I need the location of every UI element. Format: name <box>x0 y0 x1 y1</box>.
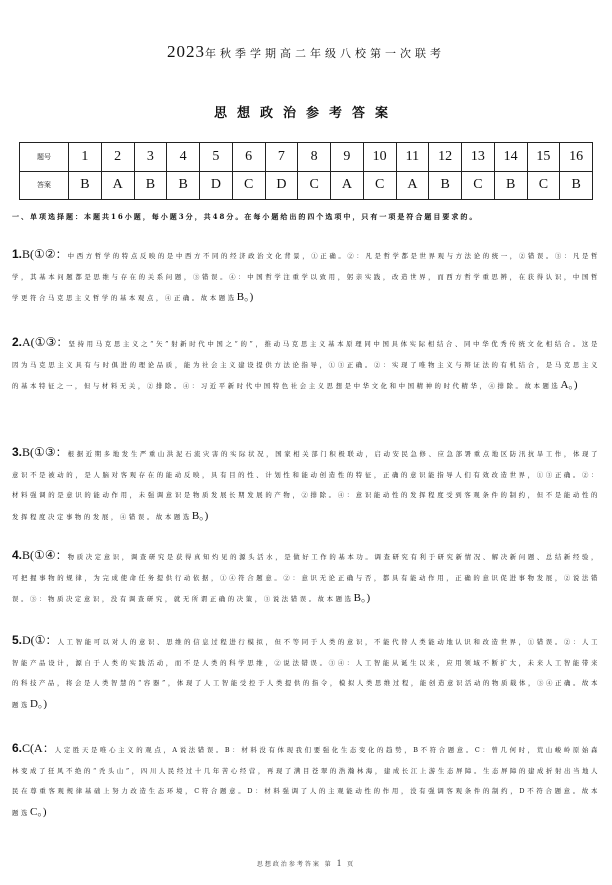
conclusion: A。) <box>560 379 578 391</box>
footer-label: 思想政治参考答案 第 <box>256 861 333 868</box>
question-number: 1 <box>69 143 102 172</box>
question-number: 15 <box>527 143 560 172</box>
question-number: 3 <box>134 143 167 172</box>
question-explanation <box>12 630 600 715</box>
answer-cell: A <box>331 171 364 200</box>
question-number: 12 <box>429 143 462 172</box>
question-number: 4 <box>167 143 200 172</box>
answer-key: B(①③： <box>22 445 68 459</box>
section-instructions: 一、单项选择题：本题共16小题，每小题3分，共48分。在每小题给出的四个选项中，只有一项是符合题目要求的。 <box>12 212 479 221</box>
row-label-number: 题号 <box>20 143 69 172</box>
answer-cell: B <box>167 171 200 200</box>
answer-key: B(①④： <box>22 548 68 562</box>
conclusion: B。) <box>236 291 254 303</box>
answer-cell: C <box>363 171 396 200</box>
answer-cell: C <box>462 171 495 200</box>
answer-key: A(①③： <box>22 335 69 349</box>
answer-key: D(①： <box>22 633 58 647</box>
footer-suffix: 页 <box>347 861 356 868</box>
explanation-text: 人工智能可以对人的意识、思维的信息过程进行模拟，但不等同于人类的意识，不能代替人类能动地认识和改造世界，①错误。②：人工智能产品设计，源自于人类的实践活动，而不是人类的科学思维，②说法错误。③④：人工智能从诞生以来，应用领域不断扩大，未来人工智能带来的科技产品，将会是人类智慧的“容器”，体现了人工智能受控于人类提供的指令，模拟人类思维过程，能创造意识活动的物质载体，③④正确。故本题选 <box>12 638 601 709</box>
answer-cell: D <box>265 171 298 200</box>
question-number-label: 6. <box>12 741 23 755</box>
question-explanation <box>12 442 600 527</box>
answer-key: C(A： <box>22 741 55 755</box>
answer-cell: B <box>69 171 102 200</box>
conclusion: D。) <box>29 697 48 710</box>
conclusion: B。) <box>191 509 209 522</box>
answer-cell: B <box>560 171 593 200</box>
answer-cell: D <box>200 171 233 200</box>
explanation-text: 物质决定意识，调查研究是获得真知灼见的源头活水，是做好工作的基本功。调查研究有利于研究新情况、解决新问题、总结新经验，可把握事物的规律，为完成使命任务提供行动依据，①④符合题意。②：意识无论正确与否，都具有能动作用，正确的意识促进事物发展，②说法错误。③：物质决定意识，没有调查研究，就无所谓正确的决策，③说法错误。故本题选 <box>12 553 600 603</box>
page-footer <box>0 858 612 868</box>
subject-title: 思想政治参考答案 <box>213 106 398 121</box>
question-number-label: 2. <box>12 335 23 349</box>
question-number: 13 <box>462 143 495 172</box>
question-number: 9 <box>331 143 364 172</box>
question-number: 14 <box>494 143 527 172</box>
answer-table <box>19 142 593 200</box>
explanation-text: 根据近期多地发生严重山洪泥石流灾害的实际状况，国家相关部门积极联动，启动安民急修、应急部署重点地区防汛抗旱工作，体现了意识不是被动的，是人脑对客观存在的能动反映，具有目的性、计划性和能动创造性的特征，正确的意识能指导人们有效改造世界，①③正确。②：材料强调的是意识的能动作用，未强调意识是物质发展长期发展的产物，②排除。④：意识能动性的发挥程度受到客观条件的制约，但不是能动性的发挥程度决定事物的发展，④错误。故本题选 <box>12 450 600 521</box>
exam-year: 2023 <box>167 42 205 61</box>
question-number: 8 <box>298 143 331 172</box>
answer-table-number-row <box>20 143 593 172</box>
page-number: 1 <box>336 858 344 868</box>
question-number-label: 1. <box>12 247 23 261</box>
question-number-label: 5. <box>12 633 23 647</box>
question-number: 10 <box>363 143 396 172</box>
exam-title-text: 年秋季学期高二年级八校第一次联考 <box>205 47 445 60</box>
question-number-label: 3. <box>12 445 23 459</box>
question-explanation <box>12 738 600 823</box>
answer-cell: C <box>232 171 265 200</box>
question-number: 11 <box>396 143 429 172</box>
question-number: 6 <box>232 143 265 172</box>
explanation-text: 人定胜天是唯心主义的观点，A说法错误。B：材料没有体现我们要强化生态变化的趋势，B不符合题意。C：曾几何时，荒山峻岭原始森林变成了狂风不绝的“秃头山”，四川人民经过十几年苦心经营，再现了满目苍翠的浩瀚林海，建成长江上游生态屏障。生态屏障的建成折射出当地人民在尊重客观规律基础上努力改造生态环境，C符合题意。D：材料强调了人的主观能动性的作用，没有强调客观条件的制约，D不符合题意。故本题选 <box>12 746 600 817</box>
answer-cell: B <box>429 171 462 200</box>
question-explanation <box>12 332 600 397</box>
question-explanation <box>12 244 600 309</box>
row-label-answer: 答案 <box>20 171 69 200</box>
answer-cell: A <box>101 171 134 200</box>
answer-table-answer-row <box>20 171 593 200</box>
answer-cell: B <box>134 171 167 200</box>
answer-cell: B <box>494 171 527 200</box>
question-number-label: 4. <box>12 548 23 562</box>
question-number: 5 <box>200 143 233 172</box>
question-number: 2 <box>101 143 134 172</box>
exam-title <box>0 42 612 62</box>
explanation-text: 中西方哲学的特点反映的是中西方不同的经济政治文化背景，①正确。②：凡是哲学都是世界观与方法论的统一，②错误。③：凡是哲学，其基本问题都是思维与存在的关系问题，③错误。④：中国哲学注重学以致用，躬亲实践，改造世界，而西方哲学重思辨，在获得认识，中国哲学更符合马克思主义哲学的基本观点，④正确。故本题选 <box>12 252 600 302</box>
conclusion: B。) <box>353 592 371 604</box>
question-number: 16 <box>560 143 593 172</box>
answer-key: B(①②： <box>22 247 68 261</box>
answer-cell: C <box>527 171 560 200</box>
question-explanation <box>12 545 600 610</box>
answer-cell: C <box>298 171 331 200</box>
question-number: 7 <box>265 143 298 172</box>
answer-cell: A <box>396 171 429 200</box>
explanation-text: 坚持用马克思主义之“矢”射新时代中国之“的”，推动马克思主义基本原理同中国具体实际相结合、同中华优秀传统文化相结合。这是因为马克思主义具有与时俱进的理论品质，能为社会主义建设提供方法论指导，①③正确。②：实现了唯物主义与辩证法的有机结合，是马克思主义的基本特征之一，但与材料无关，②排除。④：习近平新时代中国特色社会主义思想是中华文化和中国精神的时代精华，④排除。故本题选 <box>12 340 600 390</box>
conclusion: C。) <box>29 805 47 818</box>
